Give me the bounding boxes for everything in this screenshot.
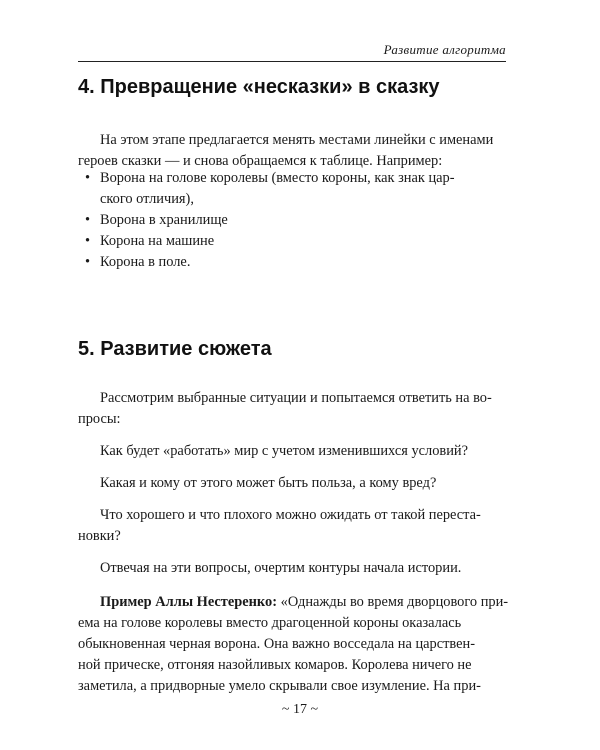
text-line: героев сказки — и снова обращаемся к таблице. Например: xyxy=(78,153,443,169)
list-item xyxy=(78,210,506,231)
bullet-icon: • xyxy=(85,170,91,186)
example-text: «Однажды во время дворцового при- xyxy=(277,594,509,610)
text-line: ной прическе, отгоняя назойливых комаров. Королева ничего не xyxy=(78,657,472,673)
running-title: Развитие алгоритма xyxy=(383,42,506,57)
example-label: Пример Аллы Нестеренко: xyxy=(100,594,278,610)
list-item-text: Ворона в хранилище xyxy=(100,212,228,228)
page-number: ~ 17 ~ xyxy=(281,702,319,717)
section-5-paragraph-1 xyxy=(78,388,506,430)
text-line: Отвечая на эти вопросы, очертим контуры начала истории. xyxy=(100,560,462,576)
text-line: просы: xyxy=(78,411,121,427)
section-4-intro xyxy=(78,130,506,172)
text-line: Какая и кому от этого может быть польза, а кому вред? xyxy=(100,475,437,491)
list-item-text: ского отличия), xyxy=(100,191,194,207)
text-line: заметила, а придворные умело скрывали свое изумление. На при- xyxy=(78,678,481,694)
list-item xyxy=(78,231,506,252)
list-item-text: Корона в поле. xyxy=(100,254,191,270)
text-line xyxy=(78,592,509,613)
text-line: обыкновенная черная ворона. Она важно восседала на царствен- xyxy=(78,636,476,652)
bullet-icon: • xyxy=(85,233,91,249)
section-5-paragraph-4 xyxy=(78,505,506,547)
text-line: На этом этапе предлагается менять местами линейки с именами xyxy=(100,132,494,148)
example-paragraph xyxy=(78,592,509,697)
bullet-icon: • xyxy=(85,212,91,228)
section-4-heading: 4. Превращение «несказки» в сказку xyxy=(78,76,440,98)
list-item-text: Ворона на голове королевы (вместо короны, как знак цар- xyxy=(100,170,455,186)
bullet-list xyxy=(78,168,506,273)
text-line: Что хорошего и что плохого можно ожидать от такой переста- xyxy=(100,507,481,523)
section-5-paragraph-3 xyxy=(78,473,506,494)
text-line: ема на голове королевы вместо драгоценной короны оказалась xyxy=(78,615,462,631)
list-item xyxy=(78,252,506,273)
section-5-paragraph-5 xyxy=(78,558,506,579)
text-line: новки? xyxy=(78,528,121,544)
running-header xyxy=(78,42,506,62)
bullet-icon: • xyxy=(85,254,91,270)
list-item-text: Корона на машине xyxy=(100,233,215,249)
list-item xyxy=(78,168,506,210)
text-line: Рассмотрим выбранные ситуации и попытаемся ответить на во- xyxy=(100,390,492,406)
section-5-paragraph-2 xyxy=(78,441,506,462)
text-line: Как будет «работать» мир с учетом изменившихся условий? xyxy=(100,443,468,459)
section-5-heading: 5. Развитие сюжета xyxy=(78,338,272,360)
